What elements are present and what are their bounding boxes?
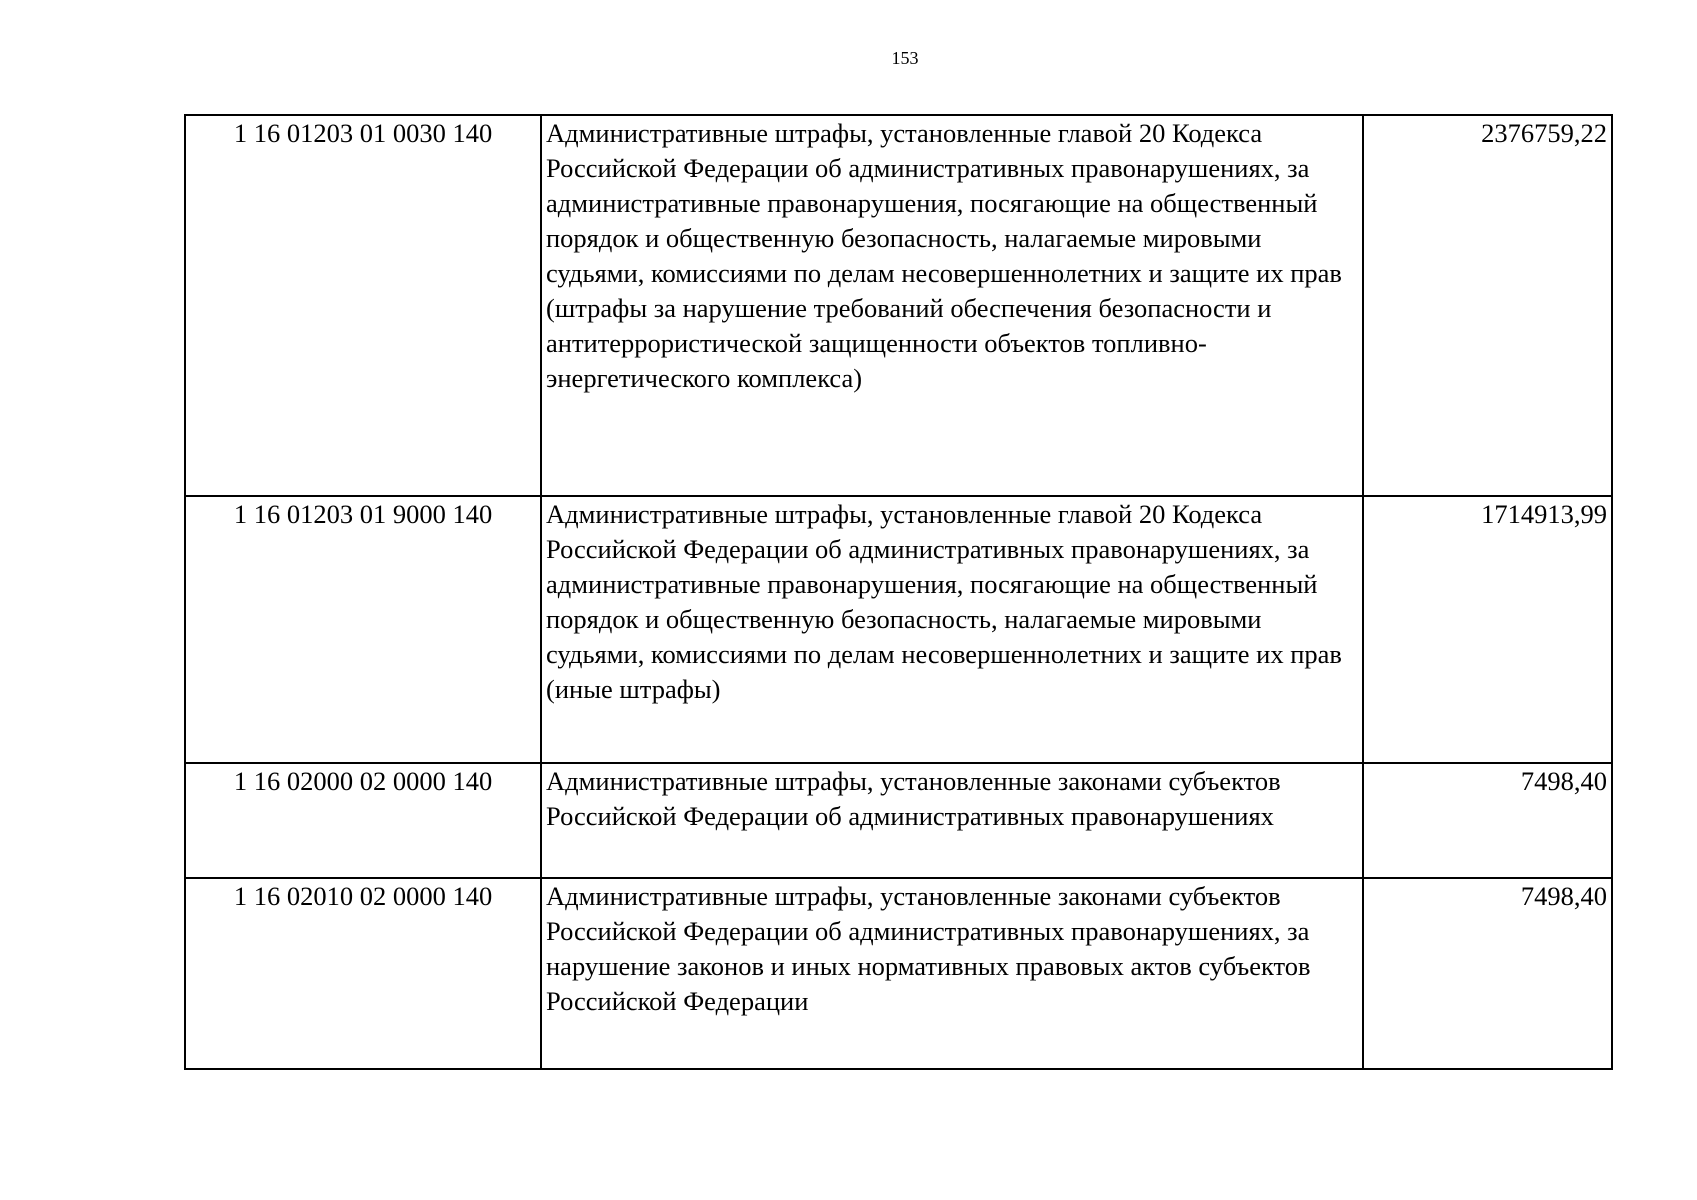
page-number: 153 xyxy=(891,48,919,68)
description-cell: Административные штрафы, установленные законами субъектов Российской Федерации об административных правонарушениях xyxy=(541,763,1363,878)
budget-code-cell: 1 16 01203 01 0030 140 xyxy=(185,115,541,496)
description-cell: Административные штрафы, установленные главой 20 Кодекса Российской Федерации об административных правонарушениях, за административные правонарушения, посягающие на общественный порядок и общественную безопасность, налагаемые мировыми судьями, комиссиями по делам несовершеннолетних и защите их прав (иные штрафы) xyxy=(541,496,1363,763)
description-cell: Административные штрафы, установленные законами субъектов Российской Федерации об административных правонарушениях, за нарушение законов и иных нормативных правовых актов субъектов Российской Федерации xyxy=(541,878,1363,1069)
amount-cell: 7498,40 xyxy=(1363,763,1612,878)
table-row xyxy=(185,496,1612,763)
amount-cell: 2376759,22 xyxy=(1363,115,1612,496)
revenue-table xyxy=(184,114,1613,1070)
budget-code-cell: 1 16 02010 02 0000 140 xyxy=(185,878,541,1069)
description-cell: Административные штрафы, установленные главой 20 Кодекса Российской Федерации об административных правонарушениях, за административные правонарушения, посягающие на общественный порядок и общественную безопасность, налагаемые мировыми судьями, комиссиями по делам несовершеннолетних и защите их прав (штрафы за нарушение требований обеспечения безопасности и антитеррористической защищенности объектов топливно-энергетического комплекса) xyxy=(541,115,1363,496)
amount-cell: 1714913,99 xyxy=(1363,496,1612,763)
amount-cell: 7498,40 xyxy=(1363,878,1612,1069)
budget-code-cell: 1 16 02000 02 0000 140 xyxy=(185,763,541,878)
budget-code-cell: 1 16 01203 01 9000 140 xyxy=(185,496,541,763)
table-row xyxy=(185,115,1612,496)
table-row xyxy=(185,763,1612,878)
table-row xyxy=(185,878,1612,1069)
